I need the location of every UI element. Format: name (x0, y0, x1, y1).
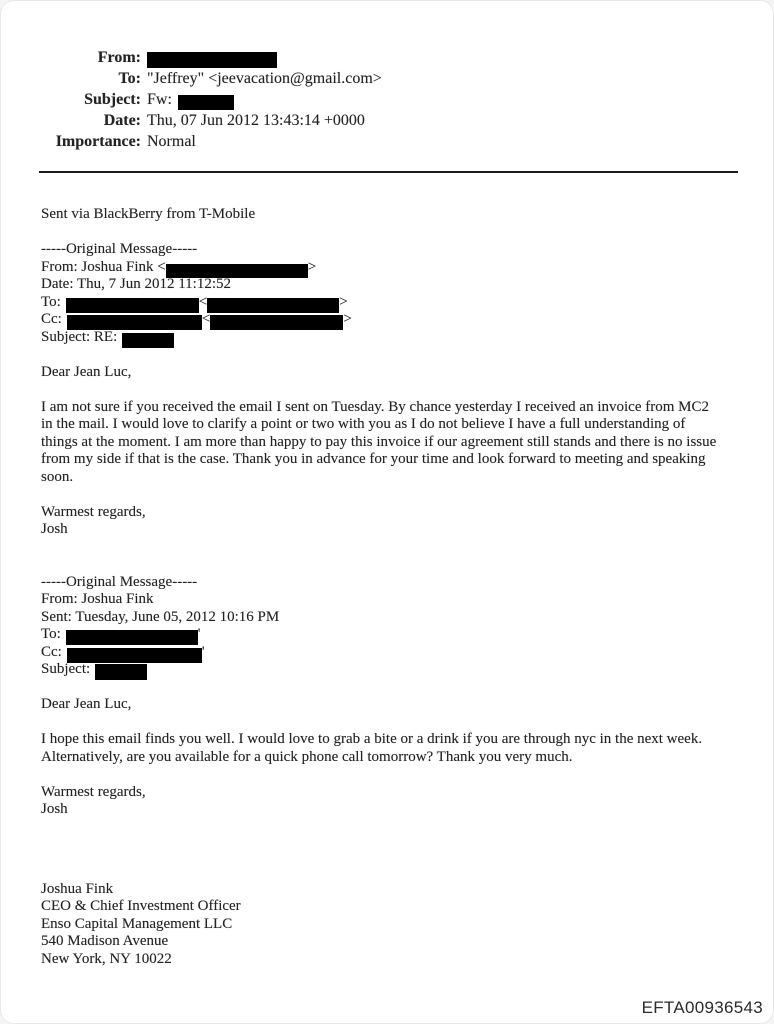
importance-label: Importance: (55, 133, 141, 150)
redaction-box (66, 630, 198, 645)
email-body (41, 206, 736, 968)
msg2-to-label: To: (41, 626, 61, 642)
document-content (1, 1, 773, 968)
signature-block (41, 881, 736, 969)
bates-number: EFTA00936543 (641, 998, 763, 1017)
signature-address-street: 540 Madison Avenue (41, 933, 169, 949)
signature-title: CEO & Chief Investment Officer (41, 898, 241, 914)
msg1-date-line: Date: Thu, 7 Jun 2012 11:12:52 (41, 276, 231, 292)
msg2-subject-line (41, 661, 736, 679)
from-value (147, 47, 277, 68)
paragraph-line: I am not sure if you received the email I sent on Tuesday. By chance yesterday I received an invoice from MC2 (41, 398, 709, 415)
msg1-from-prefix: From: Joshua Fink < (41, 258, 166, 275)
msg1-signoff: Josh (41, 521, 68, 537)
paragraph-line: from my side if that is the case. Thank you in advance for your time and look forward to meeting and speaking (41, 451, 706, 467)
signature-company: Enso Capital Management LLC (41, 915, 233, 932)
msg1-cc-label: Cc: (41, 311, 62, 327)
redaction-box (178, 95, 234, 110)
subject-label: Subject: (84, 91, 141, 108)
msg1-to-label: To: (41, 293, 61, 310)
signature-name: Joshua Fink (41, 880, 114, 897)
redaction-box (122, 333, 174, 348)
to-value: "Jeffrey" <jeevacation@gmail.com> (147, 70, 382, 87)
msg1-cc-angle-open: < (201, 311, 211, 327)
header-row-subject (41, 89, 736, 110)
paragraph-line: I hope this email finds you well. I would love to grab a bite or a drink if you are through nyc in the next week. (41, 731, 703, 747)
msg2-sent-line: Sent: Tuesday, June 05, 2012 10:16 PM (41, 608, 280, 625)
paragraph-line: in the mail. I would love to clarify a point or two with you as I do not believe I have a full understanding of (41, 416, 686, 432)
msg1-cc-line (41, 311, 736, 329)
msg1-subject-line (41, 329, 736, 347)
msg2-closing: Warmest regards, (41, 783, 146, 800)
msg2-to-line (41, 626, 736, 644)
msg2-subject-label: Subject: (41, 661, 91, 677)
date-value: Thu, 07 Jun 2012 13:43:14 +0000 (147, 112, 365, 129)
msg1-greeting: Dear Jean Luc, (41, 363, 132, 380)
msg2-cc-label: Cc: (41, 643, 62, 660)
redaction-box (147, 52, 277, 68)
msg1-closing: Warmest regards, (41, 503, 146, 520)
msg1-cc-angle-close: > (343, 311, 352, 327)
msg2-separator: -----Original Message----- (41, 573, 198, 590)
msg2-signoff: Josh (41, 801, 68, 817)
header-row-from (41, 47, 736, 68)
msg2-cc-mark: ' (201, 643, 205, 660)
msg1-to-angle-close: > (339, 293, 348, 310)
subject-value (147, 89, 234, 110)
msg1-subject-prefix: Subject: RE: (41, 328, 118, 345)
header-divider (39, 171, 738, 173)
msg1-paragraph (41, 399, 736, 487)
msg1-from-suffix: > (307, 258, 317, 275)
msg1-to-angle-open: < (198, 293, 208, 310)
msg1-from-line (41, 259, 736, 277)
date-label: Date: (103, 112, 141, 129)
msg2-to-mark: ' (197, 626, 201, 642)
redaction-box (210, 315, 343, 330)
msg1-separator: -----Original Message----- (41, 241, 198, 257)
paragraph-line: soon. (41, 468, 74, 485)
msg2-cc-line (41, 644, 736, 662)
header-row-to (41, 68, 736, 89)
msg1-to-line (41, 294, 736, 312)
paragraph-line: things at the moment. I am more than happy to pay this invoice if our agreement still stands and there is no issue (41, 433, 717, 450)
msg2-greeting: Dear Jean Luc, (41, 696, 132, 712)
redaction-box (95, 664, 147, 680)
subject-prefix: Fw: (147, 91, 172, 108)
importance-value: Normal (147, 133, 196, 150)
email-header (41, 47, 736, 152)
sent-via-line: Sent via BlackBerry from T-Mobile (41, 206, 256, 222)
paragraph-line: Alternatively, are you available for a quick phone call tomorrow? Thank you very much. (41, 748, 573, 765)
to-label: To: (118, 70, 141, 87)
msg2-paragraph (41, 731, 736, 766)
header-row-date (41, 110, 736, 131)
msg2-from-line: From: Joshua Fink (41, 591, 154, 607)
header-row-importance (41, 131, 736, 152)
signature-address-city: New York, NY 10022 (41, 950, 172, 967)
from-label: From: (97, 49, 141, 66)
